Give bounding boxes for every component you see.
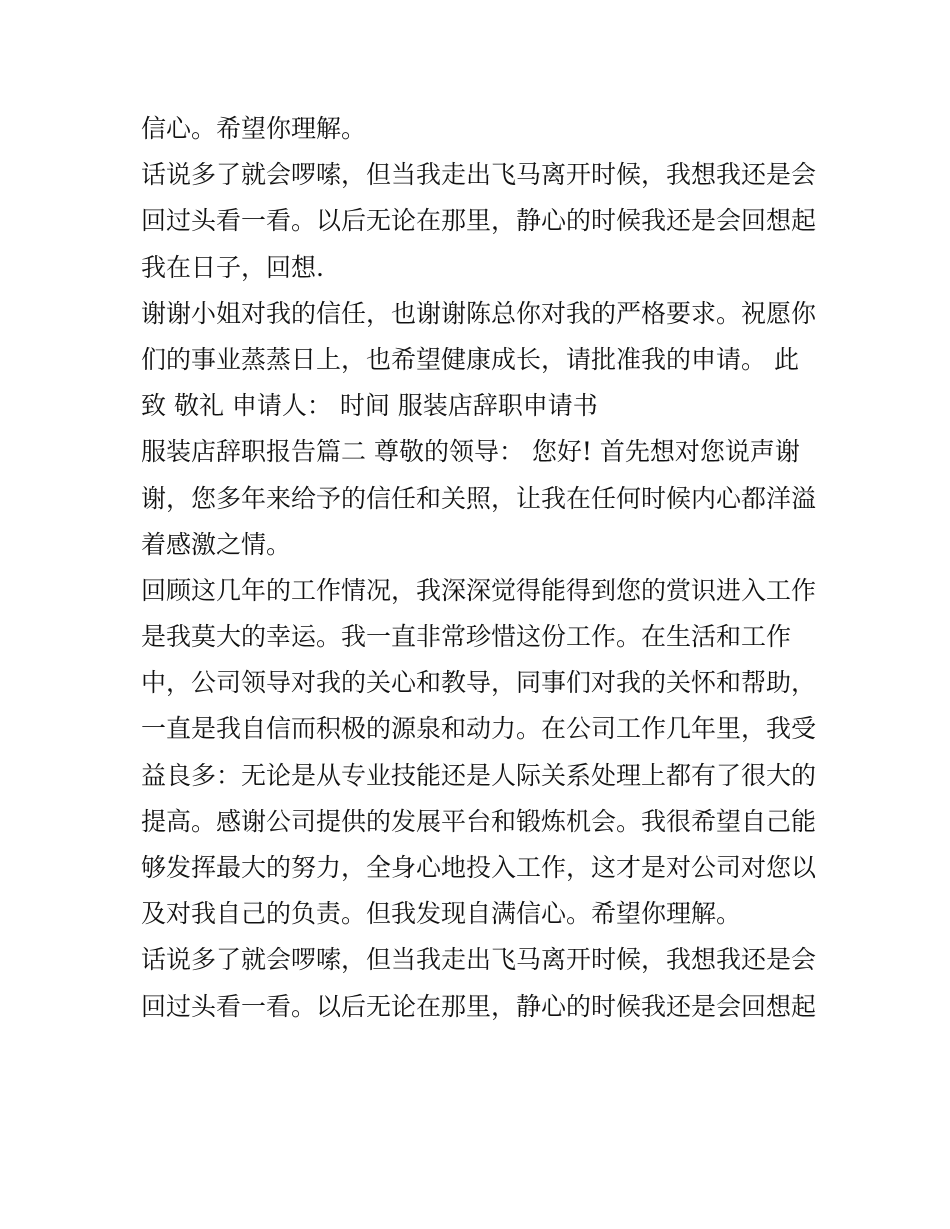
text-line: 致 敬礼 申请人： 时间 服装店辞职申请书	[141, 391, 598, 421]
document-body	[141, 106, 821, 1030]
text-line: 是我莫大的幸运。我一直非常珍惜这份工作。在生活和工作	[141, 622, 792, 652]
text-line: 谢谢小姐对我的信任，也谢谢陈总你对我的严格要求。祝愿你	[141, 298, 817, 328]
text-line: 回顾这几年的工作情况，我深深觉得能得到您的赏识进入工作	[141, 575, 817, 605]
text-line: 够发挥最大的努力，全身心地投入工作，这才是对公司对您以	[141, 853, 817, 882]
text-line: 益良多：无论是从专业技能还是人际关系处理上都有了很大的	[141, 760, 817, 790]
text-line: 服装店辞职报告篇二 尊敬的领导： 您好! 首先想对您说声谢	[141, 437, 800, 467]
text-line: 中，公司领导对我的关心和教导，同事们对我的关怀和帮助，	[141, 668, 817, 698]
text-line: 我在日子，回想.	[141, 252, 324, 282]
text-line: 一直是我自信而积极的源泉和动力。在公司工作几年里，我受	[141, 714, 817, 744]
text-line: 话说多了就会啰嗦，但当我走出飞马离开时候，我想我还是会	[141, 160, 817, 190]
text-line: 信心。希望你理解。	[141, 114, 367, 143]
text-line: 及对我自己的负责。但我发现自满信心。希望你理解。	[141, 899, 742, 929]
text-line: 们的事业蒸蒸日上，也希望健康成长，请批准我的申请。 此	[141, 344, 799, 374]
text-line: 回过头看一看。以后无论在那里，静心的时候我还是会回想起	[141, 991, 817, 1021]
text-line: 话说多了就会啰嗦，但当我走出飞马离开时候，我想我还是会	[141, 945, 817, 975]
text-line: 提高。感谢公司提供的发展平台和锻炼机会。我很希望自己能	[141, 806, 817, 836]
text-line: 着感激之情。	[141, 529, 292, 559]
text-line: 谢，您多年来给予的信任和关照，让我在任何时候内心都洋溢	[141, 483, 817, 513]
text-line: 回过头看一看。以后无论在那里，静心的时候我还是会回想起	[141, 206, 817, 236]
